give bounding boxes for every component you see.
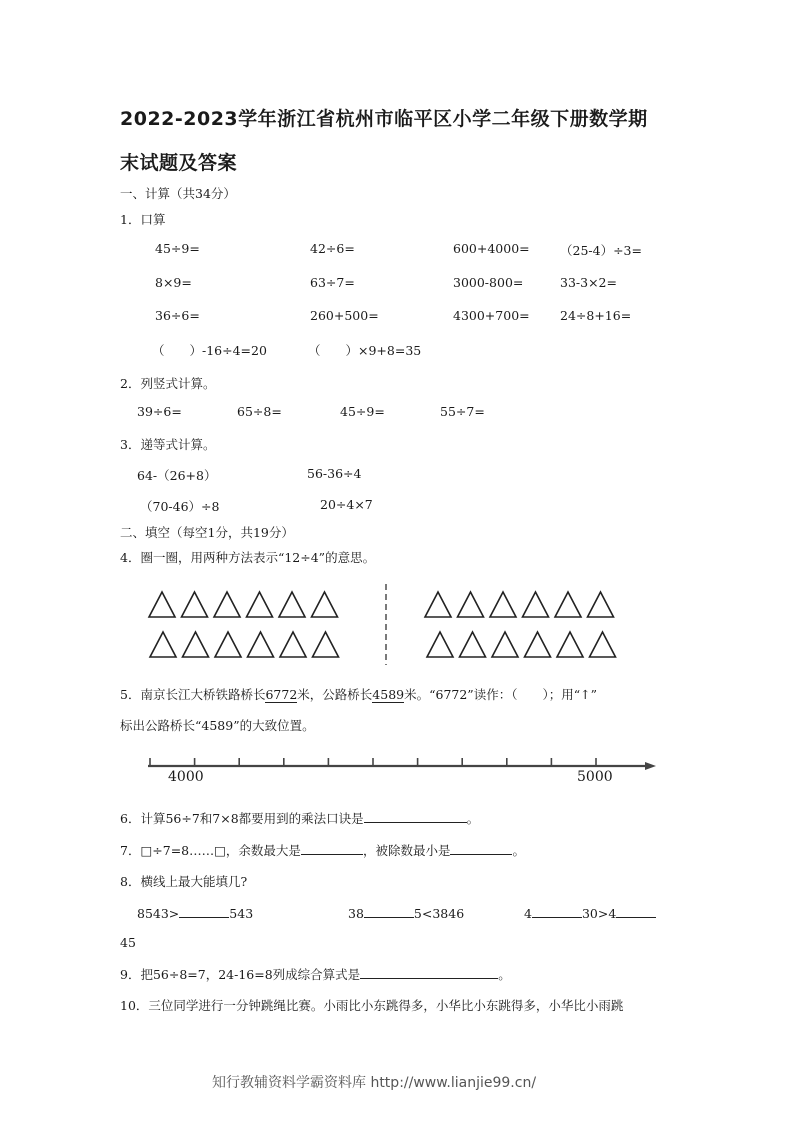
mental-math-item: 36÷6=: [155, 308, 200, 323]
step-calc-item: 64-（26+8）: [137, 468, 217, 483]
question-8-label: 8．横线上最大能填几?: [120, 874, 248, 889]
mental-math-item: 8×9=: [155, 275, 192, 290]
answer-blank[interactable]: [360, 965, 498, 979]
section-heading-fill-in: 二、填空（每空1分，共19分）: [120, 525, 294, 540]
answer-blank[interactable]: [532, 904, 582, 918]
question-9-text: 9．把56÷8=7，24-16=8列成综合算式是 。: [120, 967, 511, 982]
step-calc-item: 20÷4×7: [320, 497, 373, 512]
compare-item: 8543> 543: [137, 906, 254, 921]
question-3-label: 3．递等式计算。: [120, 437, 216, 452]
compare-item: 4 30>4: [524, 904, 656, 921]
mental-math-item: 45÷9=: [155, 241, 200, 256]
question-6-text: 6．计算56÷7和7×8都要用到的乘法口诀是 。: [120, 811, 480, 826]
road-bridge-length: 4589: [372, 687, 405, 702]
mental-math-item: 33-3×2=: [560, 275, 617, 290]
mental-math-item: 63÷7=: [310, 275, 355, 290]
answer-blank[interactable]: [364, 904, 414, 918]
mental-math-item: 42÷6=: [310, 241, 355, 256]
answer-blank[interactable]: [301, 841, 363, 855]
step-calc-item: 56-36÷4: [307, 466, 362, 481]
mental-math-item: （25-4）÷3=: [560, 243, 642, 258]
section-heading-calculation: 一、计算（共34分）: [120, 186, 236, 201]
mental-math-item: 3000-800=: [453, 275, 524, 290]
mental-math-item: 24÷8+16=: [560, 308, 632, 323]
question-2-label: 2．列竖式计算。: [120, 376, 216, 391]
fill-blank-equation: （ ）-16÷4=20: [152, 343, 267, 358]
mental-math-item: 4300+700=: [453, 308, 530, 323]
footer-watermark: 知行教辅资料学霸资料库 http://www.lianjie99.cn/: [212, 1075, 537, 1091]
answer-blank[interactable]: [450, 841, 512, 855]
step-calc-item: （70-46）÷8: [140, 499, 220, 514]
question-5-text-line2: 标出公路桥长“4589”的大致位置。: [120, 718, 315, 733]
vertical-calc-item: 65÷8=: [237, 404, 282, 419]
question-4-text: 4．圈一圈，用两种方法表示“12÷4”的意思。: [120, 550, 376, 565]
number-line-start-label: 4000: [168, 769, 204, 785]
mental-math-item: 260+500=: [310, 308, 379, 323]
answer-blank[interactable]: [179, 904, 229, 918]
vertical-calc-item: 45÷9=: [340, 404, 385, 419]
compare-item: 38 5<3846: [348, 906, 465, 921]
mental-math-item: 600+4000=: [453, 241, 530, 256]
question-5-text: 5．南京长江大桥铁路桥长6772米，公路桥长4589米。“6772”读作：（ ）；用“↑”: [120, 687, 597, 702]
vertical-calc-item: 55÷7=: [440, 404, 485, 419]
page-title: 2022-2023学年浙江省杭州市临平区小学二年级下册数学期: [120, 108, 648, 130]
answer-blank[interactable]: [616, 904, 656, 918]
question-1-label: 1．口算: [120, 212, 166, 227]
question-10-text: 10．三位同学进行一分钟跳绳比赛。小雨比小东跳得多，小华比小东跳得多，小华比小雨跳: [120, 998, 624, 1013]
vertical-calc-item: 39÷6=: [137, 404, 182, 419]
compare-item-wrap: 45: [120, 935, 136, 950]
question-7-text: 7．□÷7=8……□，余数最大是 ，被除数最小是 。: [120, 843, 525, 858]
number-line-end-label: 5000: [577, 769, 613, 785]
answer-blank[interactable]: [364, 809, 467, 823]
rail-bridge-length: 6772: [265, 687, 298, 702]
fill-blank-equation: （ ）×9+8=35: [308, 343, 422, 358]
page-title-continued: 末试题及答案: [120, 152, 238, 174]
